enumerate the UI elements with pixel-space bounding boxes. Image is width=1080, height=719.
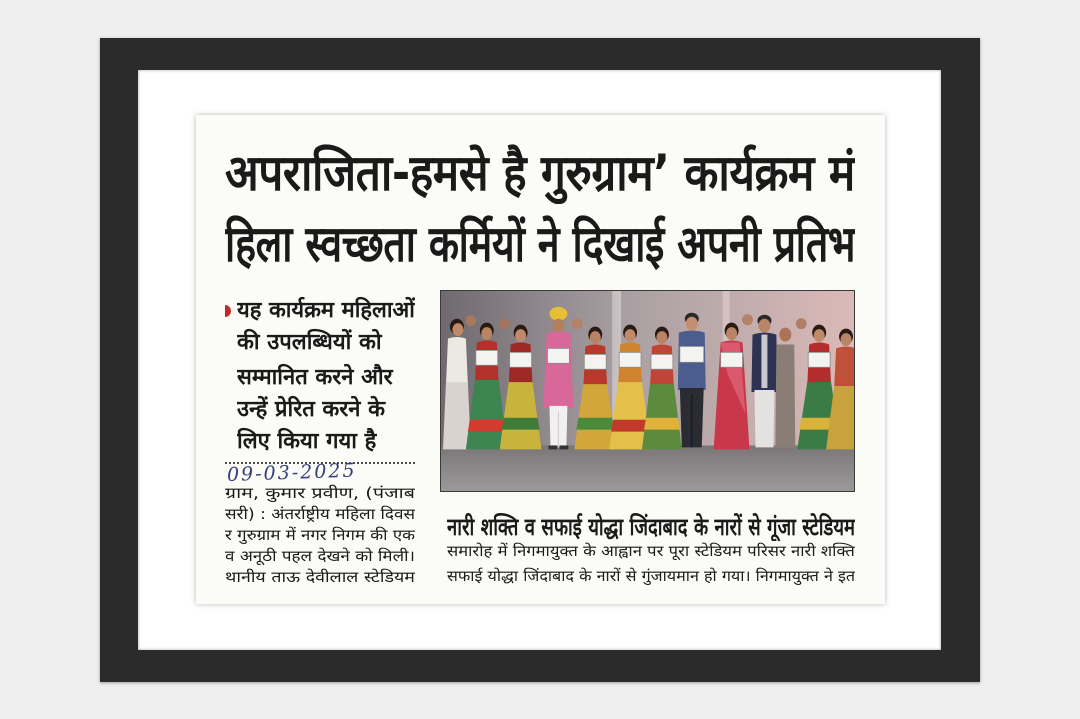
person-figure xyxy=(678,313,706,448)
left-body-line xyxy=(225,567,415,588)
pull-quote-line xyxy=(237,393,415,426)
newspaper-clipping xyxy=(196,115,885,604)
pull-quote-line xyxy=(237,294,415,327)
headline-line-1-text: अपराजिता-हमसे है गुरुग्राम’ कार्यक्रम मं xyxy=(225,144,855,202)
pull-quote-line xyxy=(237,425,415,458)
news-photo xyxy=(440,290,855,492)
left-body-line xyxy=(225,525,415,546)
pull-quote-bullet xyxy=(225,305,231,317)
right-body-line xyxy=(447,539,855,563)
right-body-text: समारोह में निगमायुक्त के आह्वान पर पूरा स्टेडियम परिसर नारी शक्ति xyxy=(447,542,855,560)
left-body-line xyxy=(225,483,415,504)
left-body-line xyxy=(225,504,415,525)
headline-line-1 xyxy=(225,142,855,204)
subheadline xyxy=(447,513,855,541)
left-body-text: र गुरुग्राम में नगर निगम की एक xyxy=(225,526,415,544)
pull-quote-text: सम्मानित करने और xyxy=(237,365,393,390)
pull-quote-text: उन्हें प्रेरित करने के xyxy=(237,397,386,422)
left-body-text: सरी) : अंतर्राष्ट्रीय महिला दिवस xyxy=(225,505,415,523)
right-body-text: सफाई योद्धा जिंदाबाद के नारों से गुंजायमान हो गया। निगमायुक्त ने इत xyxy=(447,567,855,585)
headline-line-2-text: हिला स्वच्छता कर्मियों ने दिखाई अपनी प्रतिभ xyxy=(225,215,855,273)
pull-quote-line xyxy=(237,361,415,394)
left-body-text: ग्राम, कुमार प्रवीण, (पंजाब xyxy=(225,484,415,502)
pull-quote-line xyxy=(237,326,415,359)
stage-floor xyxy=(441,445,854,491)
headline-line-2 xyxy=(225,213,855,275)
picture-frame xyxy=(100,38,980,682)
pull-quote-text: यह कार्यक्रम महिलाओं xyxy=(237,298,415,323)
handwritten-date: 09-03-2025 xyxy=(226,459,357,486)
person-figure xyxy=(775,328,795,448)
pull-quote-text: लिए किया गया है xyxy=(237,429,377,454)
person-figure xyxy=(751,315,777,448)
right-body-line xyxy=(447,564,855,588)
left-body-line xyxy=(225,546,415,567)
frame-mat xyxy=(138,70,941,650)
group-photo-scene xyxy=(441,291,854,491)
left-body-text: व अनूठी पहल देखने को मिली। xyxy=(225,547,415,565)
subheadline-text: नारी शक्ति व सफाई योद्धा जिंदाबाद के नारों से गूंजा स्टेडियम xyxy=(447,513,855,541)
pull-quote-text: की उपलब्धियों को xyxy=(237,330,382,355)
left-body-text: थानीय ताऊ देवीलाल स्टेडियम xyxy=(225,568,415,586)
